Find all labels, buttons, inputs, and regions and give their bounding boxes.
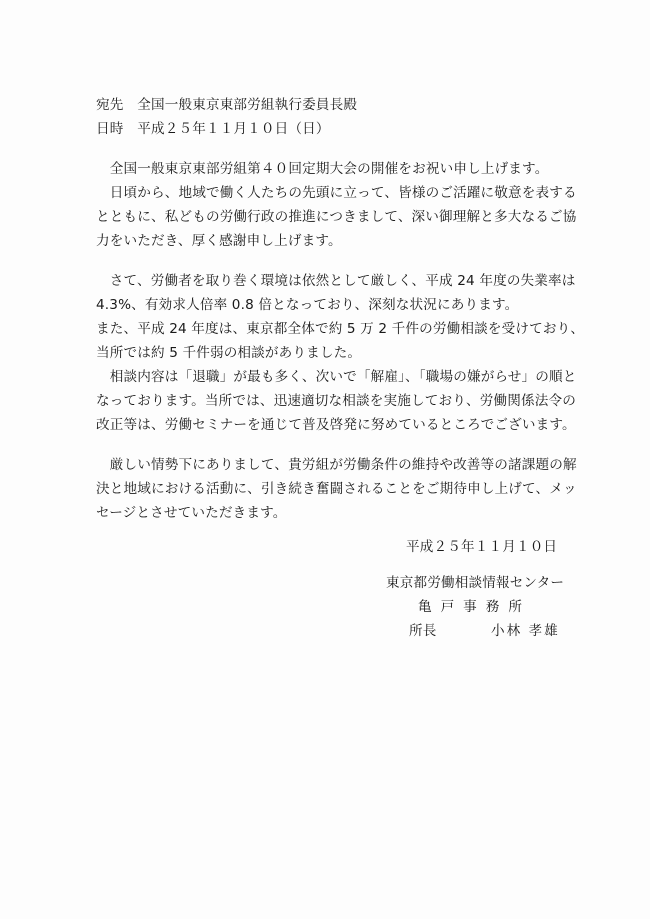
paragraph-2-line-4: 当所では約 5 千件弱の相談がありました。 <box>96 345 362 361</box>
signature-role: 所長 <box>409 623 437 639</box>
signature-office: 亀戸事務所 <box>418 599 531 615</box>
paragraph-3-line-2: 決と地域における活動に、引き続き奮闘されることをご期待申し上げて、メッ <box>96 481 577 497</box>
signature-name: 小林 孝雄 <box>491 623 560 639</box>
paragraph-2-line-7: 改正等は、労働セミナーを通じて普及啓発に努めているところでございます。 <box>96 417 576 433</box>
paragraph-2-line-6: なっております。当所では、迅速適切な相談を実施しており、労働関係法令の <box>96 393 576 409</box>
paragraph-3-line-3: セージとさせていただきます。 <box>96 505 287 521</box>
paragraph-3-line-1: 厳しい情勢下にありまして、貴労組が労働条件の維持や改善等の諸課題の解 <box>96 457 577 473</box>
paragraph-1-line-3: とともに、私どもの労働行政の推進につきまして、深い御理解と多大なるご協 <box>96 209 577 225</box>
signature-date: 平成２５年１１月１０日 <box>406 539 558 555</box>
paragraph-1-line-1: 全国一般東京東部労組第４０回定期大会の開催をお祝い申し上げます。 <box>96 161 549 177</box>
paragraph-2-line-5: 相談内容は「退職」が最も多く、次いで「解雇」、「職場の嫌がらせ」の順と <box>96 369 577 385</box>
addressee-line: 宛先 全国一般東京東部労組執行委員長殿 <box>96 97 358 113</box>
date-line: 日時 平成２５年１１月１０日（日） <box>96 121 330 137</box>
signature-organization: 東京都労働相談情報センター <box>386 575 565 591</box>
paragraph-2-line-2: 4.3%、有効求人倍率 0.8 倍となっており、深刻な状況にあります。 <box>96 297 519 313</box>
paragraph-1-line-4: 力をいただき、厚く感謝申し上げます。 <box>96 233 342 249</box>
paragraph-2-line-3: また、平成 24 年度は、東京都全体で約 5 万 2 千件の労働相談を受けており、 <box>96 321 585 337</box>
paragraph-1-line-2: 日頃から、地域で働く人たちの先頭に立って、皆様のご活躍に敬意を表する <box>96 185 577 201</box>
paragraph-2-line-1: さて、労働者を取り巻く環境は依然として厳しく、平成 24 年度の失業率は <box>96 273 576 289</box>
